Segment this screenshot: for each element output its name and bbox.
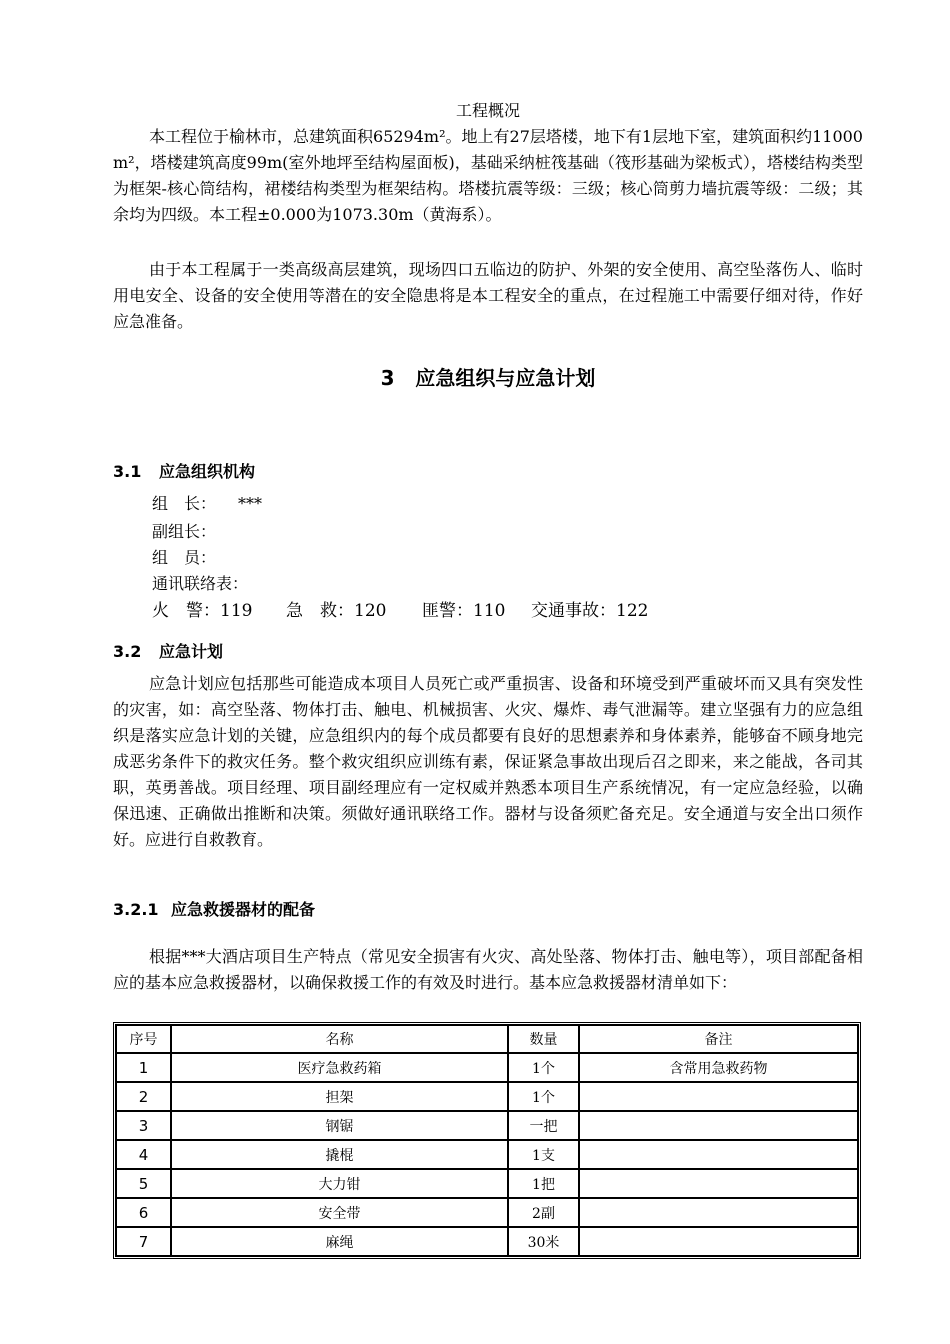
cell-quantity: 1个 bbox=[508, 1082, 579, 1111]
cell-note bbox=[579, 1140, 858, 1169]
cell-note bbox=[579, 1169, 858, 1198]
section-3-2-paragraph: 应急计划应包括那些可能造成本项目人员死亡或严重损害、设备和环境受到严重破坏而又具有突发性的灾害，如：高空坠落、物体打击、触电、机械损害、火灾、爆炸、毒气泄漏等。建立坚强有力的应急组织是落实应急计划的关键，应急组织内的每个成员都要有良好的思想素养和身体素养，能够奋不顾身地完成恶劣条件下的救灾任务。整个救灾组织应训练有素，保证紧急事故出现后召之即来，来之能战，各司其职，英勇善战。项目经理、项目副经理应有一定权威并熟悉本项目生产系统情况，有一定应急经验，以确保迅速、正确做出推断和决策。须做好通讯联络工作。器材与设备须贮备充足。安全通道与安全出口须作好。应进行自救教育。 bbox=[113, 674, 863, 849]
chapter-number: 3 bbox=[380, 366, 395, 390]
member-line: 组 员： bbox=[152, 548, 217, 567]
cell-index: 4 bbox=[116, 1140, 171, 1169]
cell-note bbox=[579, 1111, 858, 1140]
cell-name: 钢锯 bbox=[171, 1111, 508, 1140]
cell-index: 6 bbox=[116, 1198, 171, 1227]
section-3-2-heading bbox=[113, 639, 223, 662]
section-number: 3.1 bbox=[113, 462, 142, 481]
section-number: 3.2.1 bbox=[113, 900, 159, 919]
section-title: 应急组织机构 bbox=[159, 462, 256, 481]
cell-name: 医疗急救药箱 bbox=[171, 1053, 508, 1082]
cell-index: 2 bbox=[116, 1082, 171, 1111]
table-header-row bbox=[116, 1025, 858, 1053]
cell-name: 麻绳 bbox=[171, 1227, 508, 1256]
fire-label: 火 警： bbox=[152, 601, 220, 621]
cell-name: 撬棍 bbox=[171, 1140, 508, 1169]
overview-paragraph-2: 由于本工程属于一类高级高层建筑，现场四口五临边的防护、外架的安全使用、高空坠落伤人、临时用电安全、设备的安全使用等潜在的安全隐患将是本工程安全的重点，在过程施工中需要仔细对待，作好应急准备。 bbox=[113, 260, 863, 331]
cell-quantity: 1支 bbox=[508, 1140, 579, 1169]
cell-name: 安全带 bbox=[171, 1198, 508, 1227]
column-header: 数量 bbox=[508, 1025, 579, 1053]
traffic-number: 122 bbox=[616, 601, 649, 621]
section-3-2-1-heading bbox=[113, 897, 315, 920]
fire-number: 119 bbox=[220, 601, 253, 621]
cell-note: 含常用急救药物 bbox=[579, 1053, 858, 1082]
table-row bbox=[116, 1169, 858, 1198]
cell-note bbox=[579, 1227, 858, 1256]
table-row bbox=[116, 1140, 858, 1169]
cell-note bbox=[579, 1082, 858, 1111]
table-row bbox=[116, 1198, 858, 1227]
police-number: 110 bbox=[473, 601, 506, 621]
section-number: 3.2 bbox=[113, 642, 142, 661]
column-header: 备注 bbox=[579, 1025, 858, 1053]
leader-label: 组 长： bbox=[152, 494, 217, 513]
leader-value: *** bbox=[238, 494, 262, 513]
section-3-2-1-paragraph: 根据***大酒店项目生产特点（常见安全损害有火灾、高处坠落、物体打击、触电等），项目部配备相应的基本应急救援器材，以确保救援工作的有效及时进行。基本应急救援器材清单如下： bbox=[113, 947, 863, 992]
ambulance-label: 急 救： bbox=[286, 601, 354, 621]
police-label: 匪警： bbox=[422, 601, 473, 621]
traffic-label: 交通事故： bbox=[531, 601, 616, 621]
section-title: 应急救援器材的配备 bbox=[171, 900, 316, 919]
cell-quantity: 1个 bbox=[508, 1053, 579, 1082]
overview-paragraph-1: 本工程位于榆林市，总建筑面积65294m²。地上有27层塔楼，地下有1层地下室，建筑面积约11000 m²，塔楼建筑高度99m(室外地坪至结构屋面板)，基础采纳桩筏基础（筏形基础为梁板式），塔楼结构类型为框架-核心筒结构，裙楼结构类型为框架结构。塔楼抗震等级：三级；核心筒剪力墙抗震等级：二级；其余均为四级。本工程±0.000为1073.30m（黄海系）。 bbox=[113, 127, 863, 224]
cell-quantity: 一把 bbox=[508, 1111, 579, 1140]
cell-name: 担架 bbox=[171, 1082, 508, 1111]
column-header: 序号 bbox=[116, 1025, 171, 1053]
cell-quantity: 2副 bbox=[508, 1198, 579, 1227]
leader-line bbox=[152, 491, 262, 514]
deputy-line: 副组长： bbox=[152, 522, 217, 541]
cell-note bbox=[579, 1198, 858, 1227]
column-header: 名称 bbox=[171, 1025, 508, 1053]
table-row bbox=[116, 1053, 858, 1082]
section-3-1-heading bbox=[113, 459, 255, 482]
table-row bbox=[116, 1227, 858, 1256]
table-row bbox=[116, 1111, 858, 1140]
cell-quantity: 1把 bbox=[508, 1169, 579, 1198]
chapter-title: 应急组织与应急计划 bbox=[415, 366, 596, 390]
equipment-table bbox=[113, 1022, 861, 1259]
overview-title: 工程概况 bbox=[455, 101, 520, 120]
ambulance-number: 120 bbox=[354, 601, 387, 621]
cell-index: 1 bbox=[116, 1053, 171, 1082]
chapter-heading bbox=[113, 362, 863, 391]
cell-index: 3 bbox=[116, 1111, 171, 1140]
contact-line: 通讯联络表： bbox=[152, 574, 249, 593]
cell-quantity: 30米 bbox=[508, 1227, 579, 1256]
cell-index: 7 bbox=[116, 1227, 171, 1256]
phone-numbers-line bbox=[152, 596, 648, 621]
cell-name: 大力钳 bbox=[171, 1169, 508, 1198]
section-title: 应急计划 bbox=[159, 642, 224, 661]
cell-index: 5 bbox=[116, 1169, 171, 1198]
table-row bbox=[116, 1082, 858, 1111]
